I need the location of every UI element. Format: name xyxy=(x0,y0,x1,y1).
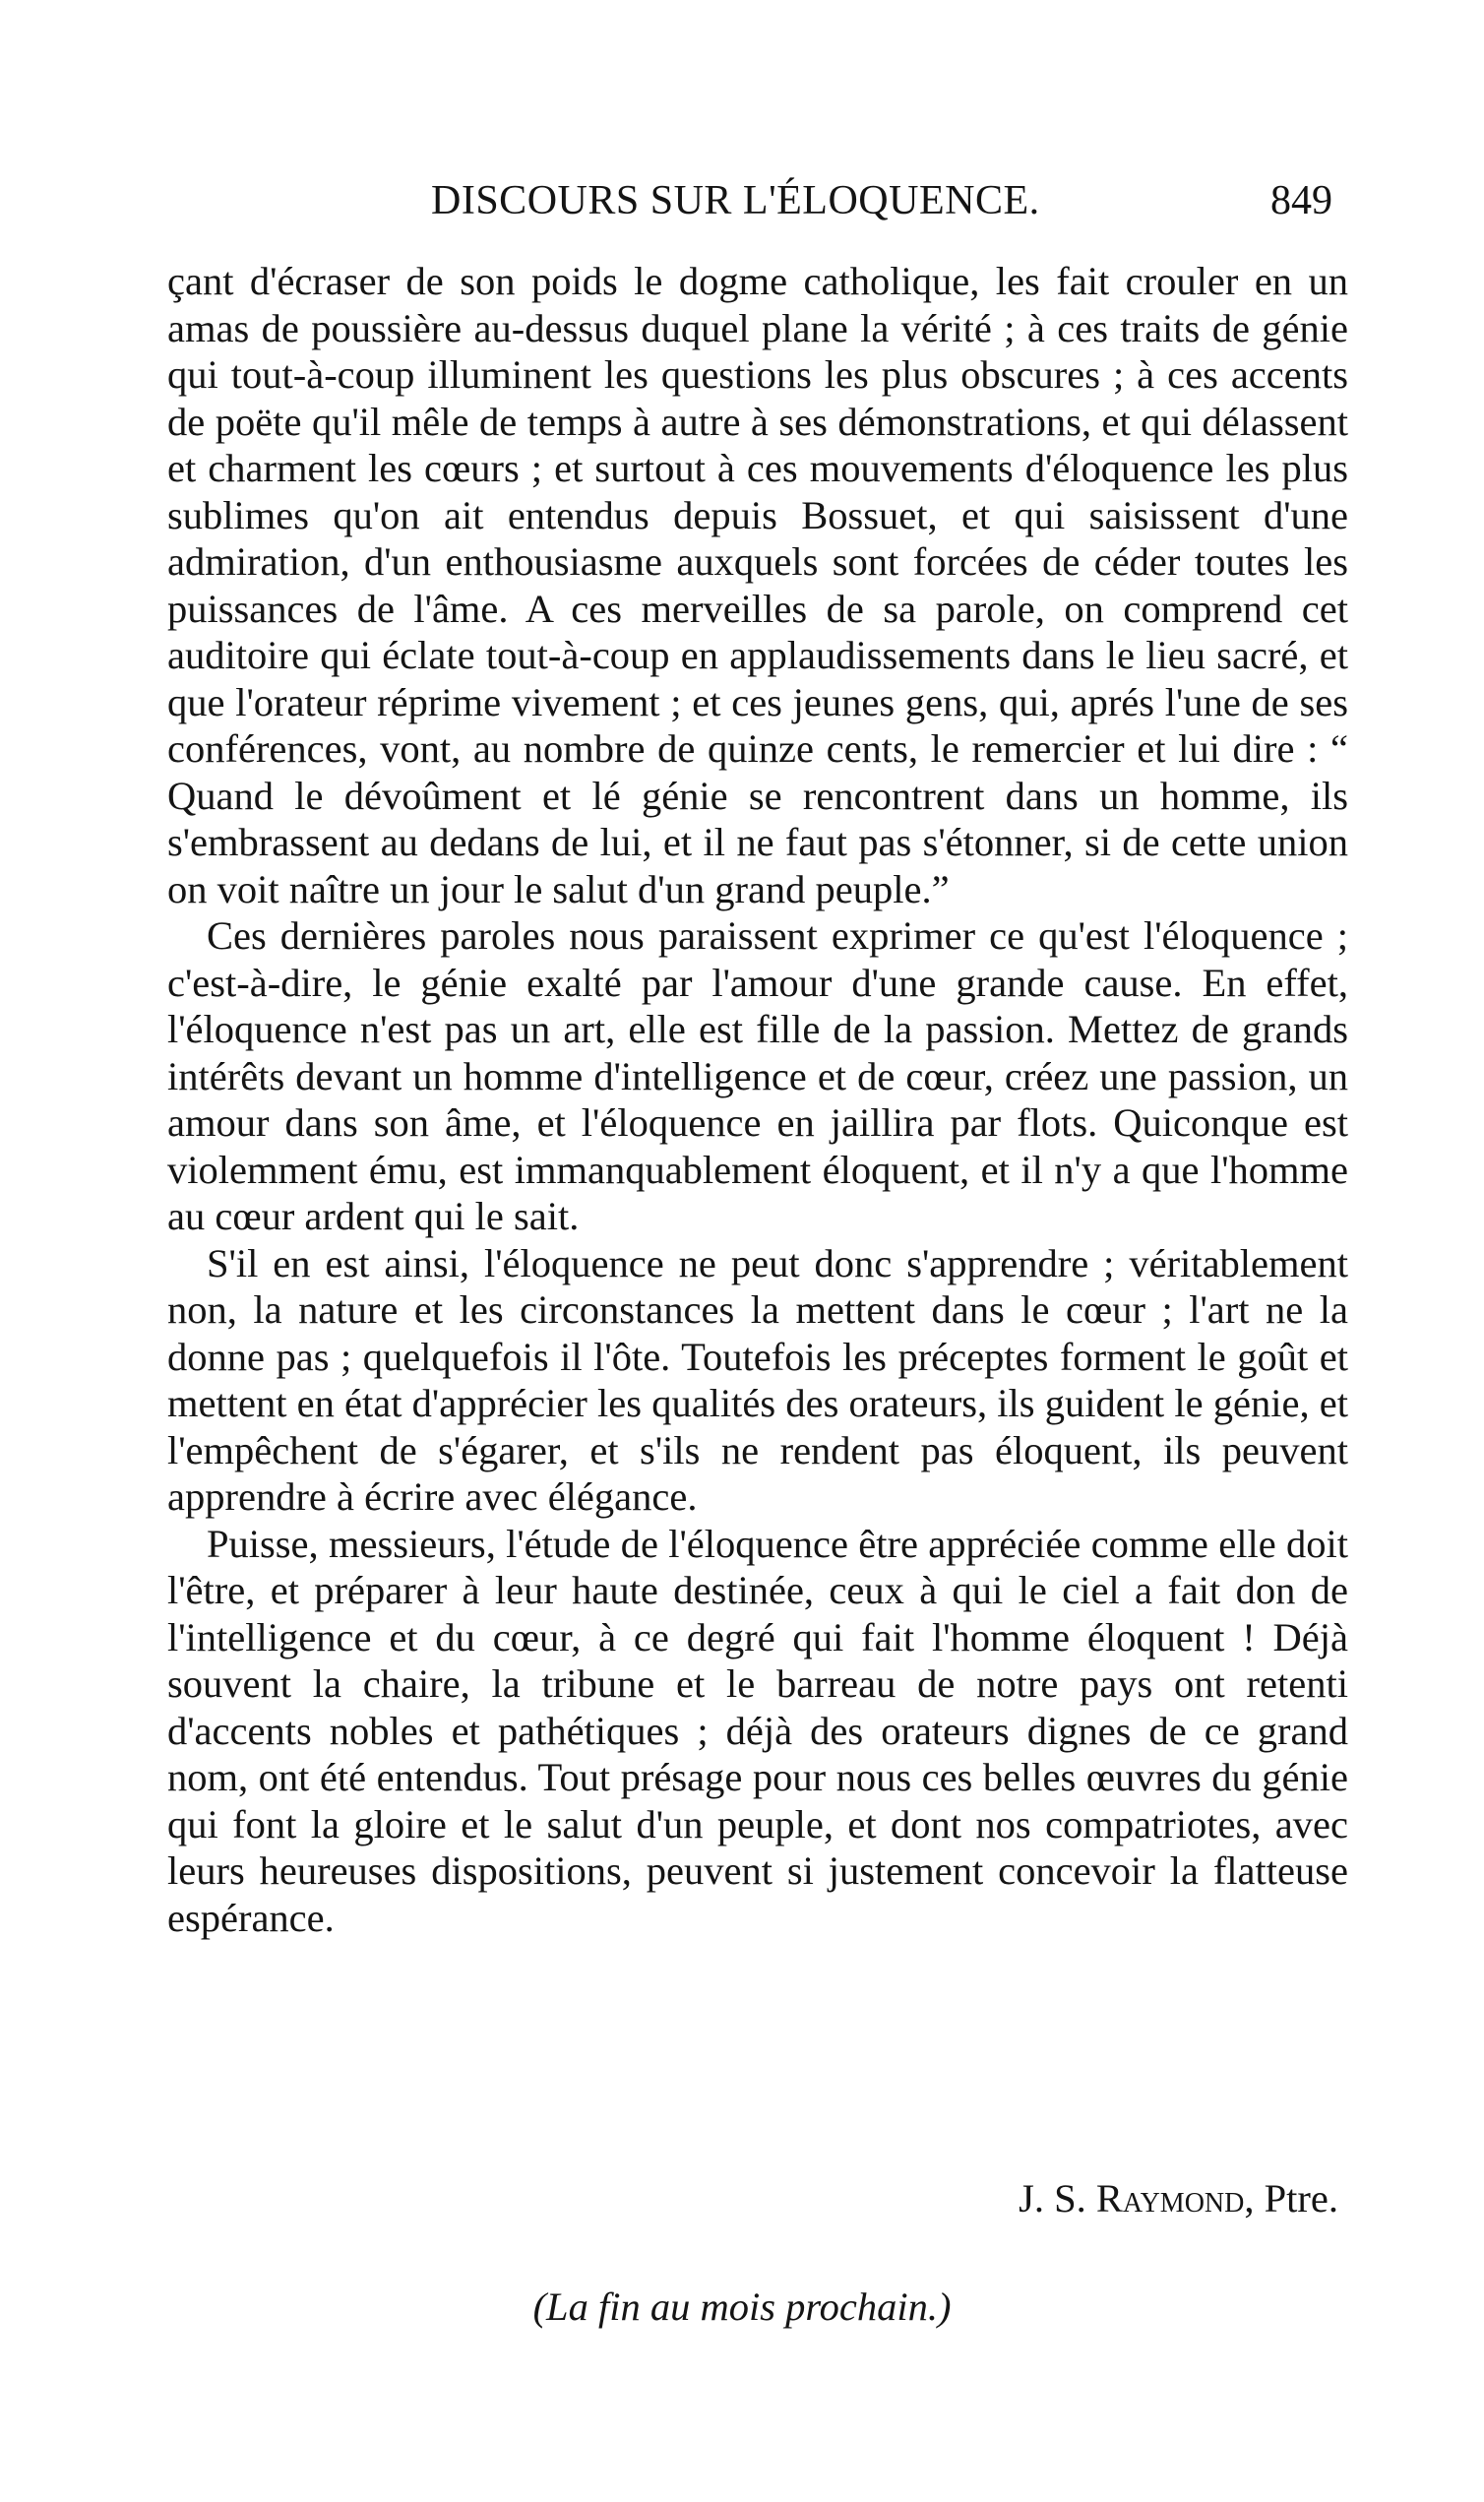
paragraph: Ces dernières paroles nous paraissent exprimer ce qu'est l'éloquence ; c'est-à-dire, le génie exalté par l'amour d'une grande cause. En effet, l'éloquence n'est pas un art, elle est fille de la passion. Mettez de grands intérêts devant un homme d'intelligence et de cœur, créez une passion, un amour dans son âme, et l'éloquence en jaillira par flots. Quiconque est violemment ému, est immanquablement éloquent, et il n'y a que l'homme au cœur ardent qui le sait. xyxy=(167,913,1348,1238)
author-initials: J. S. xyxy=(1019,2176,1086,2221)
continuation-note: (La fin au mois prochain.) xyxy=(532,2284,952,2329)
author-signature xyxy=(1019,2175,1338,2221)
author-name: Raymond xyxy=(1095,2176,1245,2221)
author-title: , Ptre. xyxy=(1244,2176,1338,2221)
page-header xyxy=(167,177,1348,226)
paragraph-continued: çant d'écraser de son poids le dogme catholique, les fait crouler en un amas de poussière au-dessus duquel plane la vérité ; à ces traits de génie qui tout-à-coup illuminent les questions les plus obscures ; à ces accents de poëte qu'il mêle de temps à autre à ses démonstrations, et qui délassent et charment les cœurs ; et surtout à ces mouvements d'éloquence les plus sublimes qu'on ait entendus depuis Bossuet, et qui saisissent d'une admiration, d'un enthousiasme auxquels sont forcées de céder toutes les puissances de l'âme. A ces merveilles de sa parole, on comprend cet auditoire qui éclate tout-à-coup en applaudissements dans le lieu sacré, et que l'orateur réprime vivement ; et ces jeunes gens, qui, aprés l'une de ses conférences, vont, au nombre de quinze cents, le remercier et lui dire : “ Quand le dévoûment et lé génie se rencontrent dans un homme, ils s'embrassent au dedans de lui, et il ne faut pas s'étonner, si de cette union on voit naître un jour le salut d'un grand peuple.” xyxy=(167,259,1348,911)
page-number: 849 xyxy=(1270,178,1332,223)
running-title: DISCOURS SUR L'ÉLOQUENCE. xyxy=(431,178,1040,223)
paragraph: S'il en est ainsi, l'éloquence ne peut donc s'apprendre ; véritablement non, la nature et les circonstances la mettent dans le cœur ; l'art ne la donne pas ; quelquefois il l'ôte. Toutefois les préceptes forment le goût et mettent en état d'apprécier les qualités des orateurs, ils guident le génie, et l'empêchent de s'égarer, et s'ils ne rendent pas éloquent, ils peuvent apprendre à écrire avec élégance. xyxy=(167,1240,1348,1519)
paragraph: Puisse, messieurs, l'étude de l'éloquence être appréciée comme elle doit l'être, et préparer à leur haute destinée, ceux à qui le ciel a fait don de l'intelligence et du cœur, à ce degré qui fait l'homme éloquent ! Déjà souvent la chaire, la tribune et le barreau de notre pays ont retenti d'accents nobles et pathétiques ; déjà des orateurs dignes de ce grand nom, ont été entendus. Tout présage pour nous ces belles œuvres du génie qui font la gloire et le salut d'un peuple, et dont nos compatriotes, avec leurs heureuses dispositions, peuvent si justement concevoir la flatteuse espérance. xyxy=(167,1521,1348,1940)
body-text xyxy=(167,258,1348,1941)
